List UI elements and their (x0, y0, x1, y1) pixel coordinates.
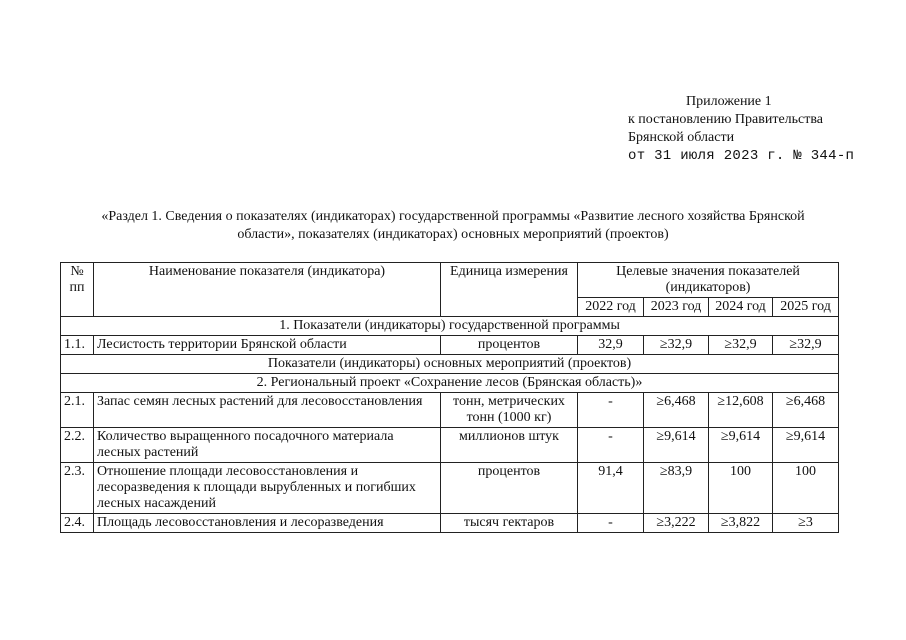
row-num: 2.4. (61, 514, 94, 533)
row-value: ≥3,222 (644, 514, 709, 533)
table-row (61, 393, 839, 428)
section-row (61, 355, 839, 374)
table-row (61, 336, 839, 355)
header-year: 2023 год (644, 298, 709, 317)
row-value: ≥9,614 (709, 428, 773, 463)
row-value: ≥9,614 (773, 428, 839, 463)
row-value: ≥9,614 (644, 428, 709, 463)
row-value: ≥32,9 (709, 336, 773, 355)
row-value: - (578, 428, 644, 463)
section1-label: 1. Показатели (индикаторы) государственной программы (61, 317, 839, 336)
appendix-region: Брянской области (628, 130, 735, 145)
table-row (61, 428, 839, 463)
section-title (40, 208, 866, 244)
row-value: 100 (773, 463, 839, 514)
row-name: Количество выращенного посадочного материала лесных растений (94, 428, 441, 463)
row-value: ≥83,9 (644, 463, 709, 514)
row-value: ≥3,822 (709, 514, 773, 533)
row-unit: тысяч гектаров (441, 514, 578, 533)
row-num: 2.1. (61, 393, 94, 428)
row-value: - (578, 393, 644, 428)
appendix-resolution: к постановлению Правительства (628, 112, 824, 127)
row-unit: процентов (441, 463, 578, 514)
section-row (61, 374, 839, 393)
row-unit: тонн, метрических тонн (1000 кг) (441, 393, 578, 428)
row-value: ≥32,9 (773, 336, 839, 355)
row-value: ≥6,468 (644, 393, 709, 428)
row-value: ≥32,9 (644, 336, 709, 355)
row-num: 1.1. (61, 336, 94, 355)
row-value: ≥12,608 (709, 393, 773, 428)
row-name: Лесистость территории Брянской области (94, 336, 441, 355)
header-targets: Целевые значения показателей (индикаторов) (578, 263, 839, 298)
table-row (61, 514, 839, 533)
row-value: 91,4 (578, 463, 644, 514)
row-unit: процентов (441, 336, 578, 355)
row-unit: миллионов штук (441, 428, 578, 463)
appendix-header (628, 93, 854, 165)
row-value: - (578, 514, 644, 533)
indicators-table (60, 262, 839, 533)
header-unit: Единица измерения (441, 263, 578, 317)
header-num: № пп (61, 263, 94, 317)
header-year: 2025 год (773, 298, 839, 317)
row-value: 100 (709, 463, 773, 514)
header-year: 2022 год (578, 298, 644, 317)
row-num: 2.2. (61, 428, 94, 463)
section-title-line1: «Раздел 1. Сведения о показателях (индикаторах) государственной программы «Развитие лесного хозяйства Брянской (101, 209, 805, 224)
section2-label: 2. Региональный проект «Сохранение лесов (Брянская область)» (61, 374, 839, 393)
row-name: Запас семян лесных растений для лесовосстановления (94, 393, 441, 428)
appendix-date-number: от 31 июля 2023 г. № 344-п (628, 148, 855, 164)
section-title-line2: области», показателях (индикаторах) основных мероприятий (проектов) (237, 227, 669, 242)
row-name: Отношение площади лесовосстановления и лесоразведения к площади вырубленных и погибших лесных насаждений (94, 463, 441, 514)
row-num: 2.3. (61, 463, 94, 514)
row-value: 32,9 (578, 336, 644, 355)
header-year: 2024 год (709, 298, 773, 317)
header-name: Наименование показателя (индикатора) (94, 263, 441, 317)
row-value: ≥6,468 (773, 393, 839, 428)
row-value: ≥3 (773, 514, 839, 533)
section-row (61, 317, 839, 336)
table-row (61, 463, 839, 514)
row-name: Площадь лесовосстановления и лесоразведения (94, 514, 441, 533)
header-row (61, 263, 839, 298)
appendix-title: Приложение 1 (686, 94, 772, 109)
section-main-label: Показатели (индикаторы) основных мероприятий (проектов) (61, 355, 839, 374)
